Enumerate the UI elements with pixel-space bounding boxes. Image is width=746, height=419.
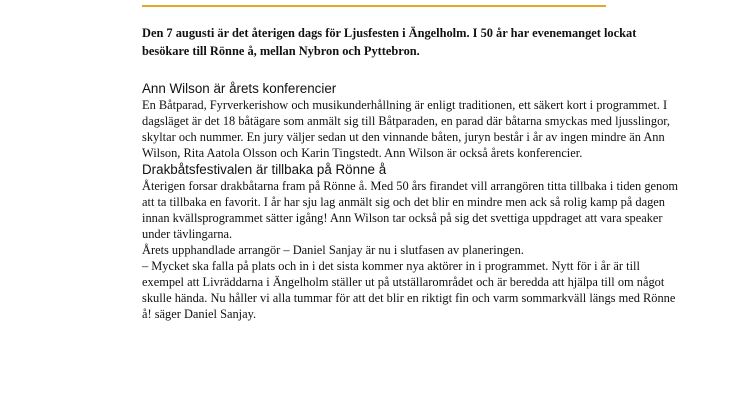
section-heading-dragonboat: Drakbåtsfestivalen är tillbaka på Rönne å xyxy=(142,162,387,177)
paragraph-organizer: Årets upphandlade arrangör – Daniel Sanjay är nu i slutfasen av planeringen. xyxy=(142,243,524,257)
section-heading-host: Ann Wilson är årets konferencier xyxy=(142,81,337,96)
lead-paragraph: Den 7 augusti är det återigen dags för Ljusfesten i Ängelholm. I 50 år har evenemanget lockat besökare till Rönne å, mellan Nybron och Pyttebron. xyxy=(142,26,637,58)
section-body-host: En Båtparad, Fyrverkerishow och musikunderhållning är enligt traditionen, ett säkert kort i programmet. I dagsläget är det 18 båtägare som anmält sig till Båtparaden, en parad där båtarna smyckas med ljusslingor, skyltar och nummer. En jury väljer sedan ut den vinnande båten, juryn består i år av ingen mindre än Ann Wilson, Rita Aatola Olsson och Karin Tingstedt. Ann Wilson är också årets konferencier. xyxy=(142,98,670,160)
document-body xyxy=(142,25,682,322)
section-body-dragonboat: Återigen forsar drakbåtarna fram på Rönne å. Med 50 års firandet vill arrangören titta tillbaka i tiden genom att ta tillbaka en favorit. I år har sju lag anmält sig och det blir en mindre men ack så rolig kamp på dagen innan kvällsprogrammet sätter igång! Ann Wilson tar också på sig det svettiga uppdraget att vara speaker under tävlingarna. xyxy=(142,179,679,241)
header-rule xyxy=(142,5,606,7)
paragraph-quote: – Mycket ska falla på plats och in i det sista kommer nya aktörer in i programmet. Nytt för i år är till exempel att Livräddarna i Ängelholm ställer ut på utställarområdet och är beredda att hjälpa till om något skulle hända. Nu håller vi alla tummar för att det blir en riktigt fin och varm sommarkväll längs med Rönne å! säger Daniel Sanjay. xyxy=(142,259,676,321)
